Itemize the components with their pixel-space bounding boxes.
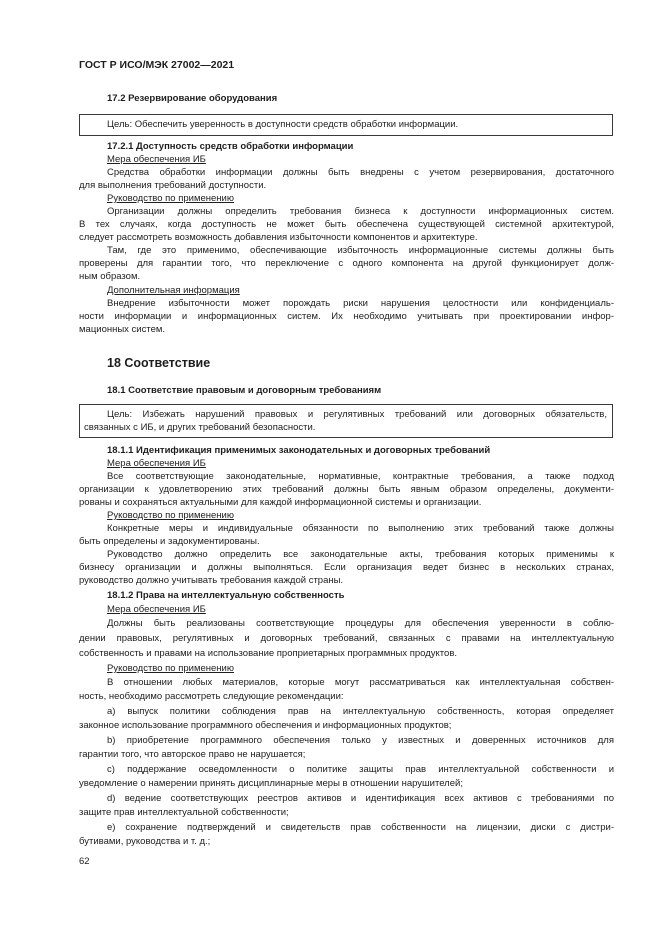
body-line: ным образом. xyxy=(79,271,141,282)
guidance-label-18-1-1: Руководство по применению xyxy=(107,510,234,521)
document-title: ГОСТ Р ИСО/МЭК 27002—2021 xyxy=(79,59,235,71)
body-line: Должны быть реализованы соответствующие процедуры для обеспечения уверенности в соблю- xyxy=(107,618,614,629)
goal-text-18-1: связанных с ИБ, и других требований безопасности. xyxy=(84,422,316,433)
body-line: рованы и сохраняться актуальными для каждой информационной системы и организации. xyxy=(79,497,482,508)
body-line: собственность и правами на использование проприетарных программных продуктов. xyxy=(79,648,458,659)
body-line: организации к удовлетворению этих требований должны быть явным образом определены, документи- xyxy=(79,484,614,495)
section-heading-18-1: 18.1 Соответствие правовым и договорным требованиям xyxy=(107,385,382,396)
list-item-a: а) выпуск политики соблюдения прав на интеллектуальную собственность, которая определяет xyxy=(107,706,614,717)
section-heading-18: 18 Соответствие xyxy=(107,356,211,370)
list-item-c: с) поддержание осведомленности о политике защиты прав интеллектуальной собственности и xyxy=(107,764,614,775)
goal-text-18-1: Цель: Избежать нарушений правовых и регулятивных требований или договорных обязательств, xyxy=(107,409,607,420)
body-line: для выполнения требований доступности. xyxy=(79,180,267,191)
subsection-heading-18-1-2: 18.1.2 Права на интеллектуальную собственность xyxy=(107,590,345,601)
body-line: Все соответствующие законодательные, нормативные, контрактные требования, а также подход xyxy=(107,471,614,482)
list-item-a: законное использование программного обеспечения и информационных продуктов; xyxy=(79,720,452,731)
body-line: В тех случаях, когда доступность не может быть обеспечена существующей системной архитектурой, xyxy=(79,219,614,230)
subsection-heading-18-1-1: 18.1.1 Идентификация применимых законодательных и договорных требований xyxy=(107,445,491,456)
body-line: В отношении любых материалов, которые могут рассматриваться как интеллектуальная собствен- xyxy=(107,677,614,688)
measure-label-17-2-1: Мера обеспечения ИБ xyxy=(107,154,206,165)
body-line: ности информации и информационных систем. Их необходимо учитывать при проектировании инфор- xyxy=(79,311,614,322)
guidance-label-18-1-2: Руководство по применению xyxy=(107,663,234,674)
guidance-label-17-2-1: Руководство по применению xyxy=(107,193,234,204)
body-line: дении правовых, регулятивных и договорных требований, связанных с правами на интеллектуальную xyxy=(79,633,614,644)
body-line: Внедрение избыточности может порождать риски нарушения целостности или конфиденциаль- xyxy=(107,298,614,309)
body-line: Там, где это применимо, обеспечивающие избыточность информационные системы должны быть xyxy=(107,245,614,256)
list-item-d: d) ведение соответствующих реестров активов и идентификация всех активов с требованиями по xyxy=(107,793,614,804)
goal-text-17-2: Цель: Обеспечить уверенность в доступности средств обработки информации. xyxy=(107,119,459,130)
list-item-e: бутивами, руководства и т. д.; xyxy=(79,836,211,847)
list-item-d: защите прав интеллектуальной собственности; xyxy=(79,807,289,818)
body-line: Конкретные меры и индивидуальные обязанности по выполнению этих требований также должны xyxy=(107,523,614,534)
body-line: Средства обработки информации должны быть внедрены с учетом резервирования, достаточного xyxy=(107,167,614,178)
body-line: следует рассмотреть возможность добавления избыточности компонентов и архитектуре. xyxy=(79,232,478,243)
subsection-heading-17-2-1: 17.2.1 Доступность средств обработки информации xyxy=(107,141,354,152)
list-item-e: е) сохранение подтверждений и свидетельств прав собственности на лицензии, диски с дистри- xyxy=(107,822,614,833)
body-line: бизнесу организации и должны выполняться. Если организация ведет бизнес в нескольких странах, xyxy=(79,562,614,573)
body-line: руководство должно учитывать требования каждой страны. xyxy=(79,575,344,586)
list-item-b: b) приобретение программного обеспечения только у известных и доверенных источников для xyxy=(107,735,614,746)
body-line: проверены для гарантии того, что переключение с одного компонента на другой функционирует долж- xyxy=(79,258,614,269)
measure-label-18-1-2: Мера обеспечения ИБ xyxy=(107,604,206,615)
body-line: мационных систем. xyxy=(79,324,166,335)
extra-info-label-17-2-1: Дополнительная информация xyxy=(107,285,240,296)
body-line: быть определены и задокументированы. xyxy=(79,536,260,547)
page-number: 62 xyxy=(79,856,90,867)
body-line: Организации должны определить требования бизнеса к доступности информационных систем. xyxy=(107,206,614,217)
list-item-c: уведомление о намерении принять дисциплинарные меры в отношении нарушителей; xyxy=(79,778,463,789)
body-line: ность, необходимо рассмотреть следующие рекомендации: xyxy=(79,691,344,702)
section-heading-17-2: 17.2 Резервирование оборудования xyxy=(107,93,278,104)
body-line: Руководство должно определить все законодательные акты, требования которых применимы к xyxy=(107,549,614,560)
list-item-b: гарантии того, что авторское право не нарушается; xyxy=(79,749,306,760)
measure-label-18-1-1: Мера обеспечения ИБ xyxy=(107,458,206,469)
